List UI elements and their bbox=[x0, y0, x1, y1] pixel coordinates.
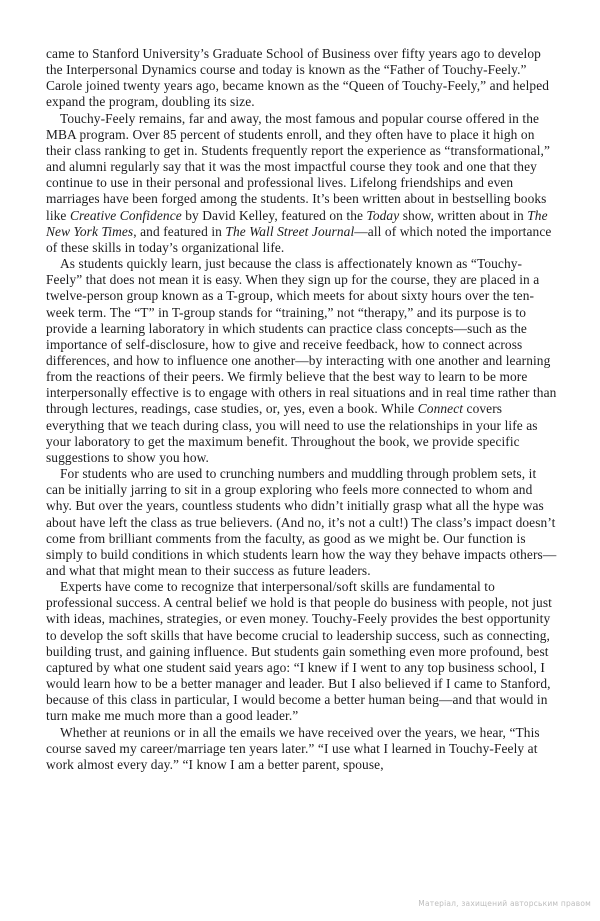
text-segment: Experts have come to recognize that interpersonal/soft skills are fundamental to professional success. A central belief we hold is that people do business with people, not just with ideas, machines, strategies, or even money. Touchy-Feely provides the best opportunity to develop the soft skills that have become crucial to leadership success, such as connecting, building trust, and gaining influence. But students gain something even more profound, best captured by what one student said years ago: “I knew if I went to any top business school, I would learn how to be a better manager and leader. But I also believed if I came to Stanford, because of this class in particular, I would become a better human being—and that would in turn make me much more than a good leader.” bbox=[46, 579, 552, 724]
text-segment: Touchy-Feely remains, far and away, the most famous and popular course offered in the MBA program. Over 85 percent of students enroll, and they often have to place it high on their class ranking to get in. Students frequently report the experience as “transformational,” and alumni regularly say that it was the most impactful course they took and one that they continue to use in their personal and professional lives. Lifelong friendships and even marriages have been forged among the students. It’s been written about in bestselling books like bbox=[46, 110, 551, 223]
italic-text-segment: The New York Times bbox=[46, 207, 548, 239]
text-segment: covers everything that we teach during class, you will need to use the relationships in your life as your laboratory to get the maximum benefit. Throughout the book, we provide specific suggestions to show you how. bbox=[46, 401, 538, 465]
text-segment: came to Stanford University’s Graduate School of Business over fifty years ago to develop the Interpersonal Dynamics course and today is known as the “Father of Touchy-Feely.” Carole joined twenty years ago, became known as the “Queen of Touchy-Feely,” and helped expand the program, doubling its size. bbox=[46, 46, 550, 110]
text-segment: by David Kelley, featured on the bbox=[181, 207, 367, 223]
italic-text-segment: Creative Confidence bbox=[69, 207, 182, 223]
italic-text-segment: Today bbox=[366, 207, 400, 223]
text-segment: As students quickly learn, just because the class is affectionately known as “Touchy-Feely” that does not mean it is easy. When they sign up for the course, they are placed in a twelve-person group known as a T-group, which meets for about sixty hours over the ten-week term. The “T” in T-group stands for “training,” not “therapy,” and its purpose is to provide a learning laboratory in which students can practice class concepts—such as the importance of self-disclosure, how to give and receive feedback, how to connect across differences, and how to influence one another—by interacting with one another and learning from the reactions of their peers. We firmly believe that the best way to learn to be more interpersonally effective is to engage with others in real situations and in real time rather than through lectures, readings, case studies, or, yes, even a book. While bbox=[46, 256, 557, 417]
page-text bbox=[46, 46, 557, 773]
text-segment: Whether at reunions or in all the emails we have received over the years, we hear, “This course saved my career/marriage ten years later.” “I use what I learned in Touchy-Feely at work almost every day.” “I know I am a better parent, spouse, bbox=[46, 724, 540, 772]
text-segment: —all of which noted the importance of these skills in today’s organizational life. bbox=[46, 223, 552, 255]
text-segment: For students who are used to crunching numbers and muddling through problem sets, it can be initially jarring to sit in a group exploring who feels more connected to whom and why. But over the years, countless students who didn’t initially grasp what all the hype was about have left the class as true believers. (And no, it’s not a cult!) The class’s impact doesn’t come from brilliant comments from the faculty, as good as we might be. Our function is simply to build conditions in which students learn how the way they behave impacts others—and what that might mean to their success as future leaders. bbox=[46, 466, 557, 578]
paragraph bbox=[46, 111, 557, 256]
paragraph bbox=[46, 46, 557, 111]
paragraph bbox=[46, 725, 557, 773]
text-segment: , and featured in bbox=[133, 223, 226, 239]
italic-text-segment: The Wall Street Journal bbox=[225, 223, 355, 239]
italic-text-segment: Connect bbox=[417, 401, 464, 417]
text-segment: show, written about in bbox=[399, 207, 528, 223]
paragraph bbox=[46, 579, 557, 724]
paragraph bbox=[46, 256, 557, 466]
paragraph bbox=[46, 466, 557, 579]
copyright-watermark: Матеріал, захищений авторським правом bbox=[418, 899, 591, 908]
